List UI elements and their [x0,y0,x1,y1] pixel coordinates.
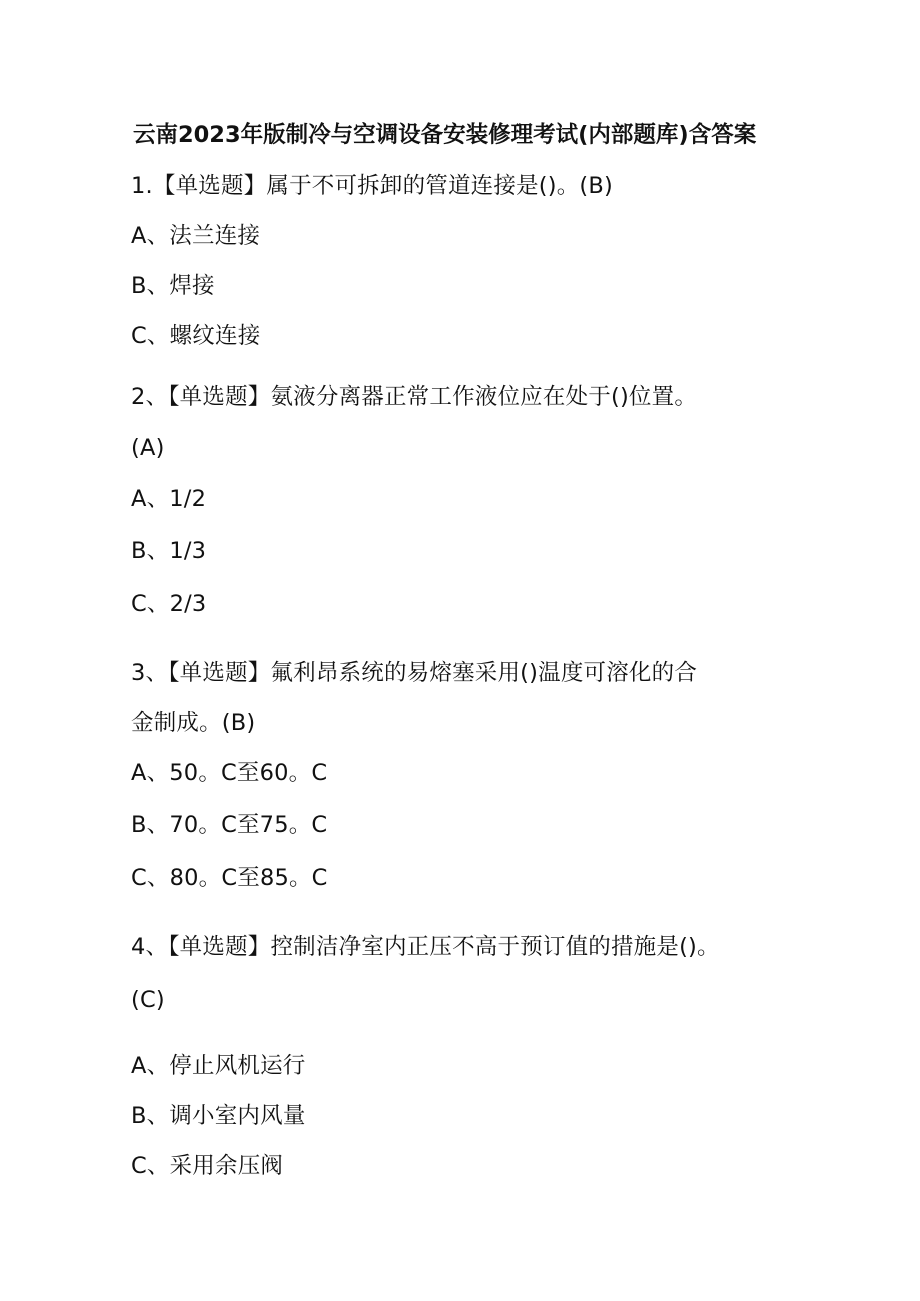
question-answer: (A) [131,435,165,461]
option-b: B、焊接 [131,273,215,299]
option-a: A、50。C至60。C [131,760,328,786]
option-b: B、70。C至75。C [131,812,328,838]
question-stem: 1.【单选题】属于不可拆卸的管道连接是()。(B) [131,173,614,199]
option-c: C、采用余压阀 [131,1153,284,1179]
document-title: 云南2023年版制冷与空调设备安装修理考试(内部题库)含答案 [133,122,757,148]
question-stem: 2、【单选题】氨液分离器正常工作液位应在处于()位置。 [131,384,698,410]
question-stem-continued: 金制成。(B) [131,710,256,736]
option-a: A、1/2 [131,486,207,512]
option-b: B、调小室内风量 [131,1103,306,1129]
question-stem: 4、【单选题】控制洁净室内正压不高于预订值的措施是()。 [131,934,720,960]
option-a: A、停止风机运行 [131,1053,306,1079]
option-a: A、法兰连接 [131,223,261,249]
option-c: C、2/3 [131,591,207,617]
option-c: C、螺纹连接 [131,323,261,349]
option-c: C、80。C至85。C [131,865,328,891]
question-stem: 3、【单选题】氟利昂系统的易熔塞采用()温度可溶化的合 [131,660,698,686]
question-answer: (C) [131,987,165,1013]
option-b: B、1/3 [131,538,207,564]
